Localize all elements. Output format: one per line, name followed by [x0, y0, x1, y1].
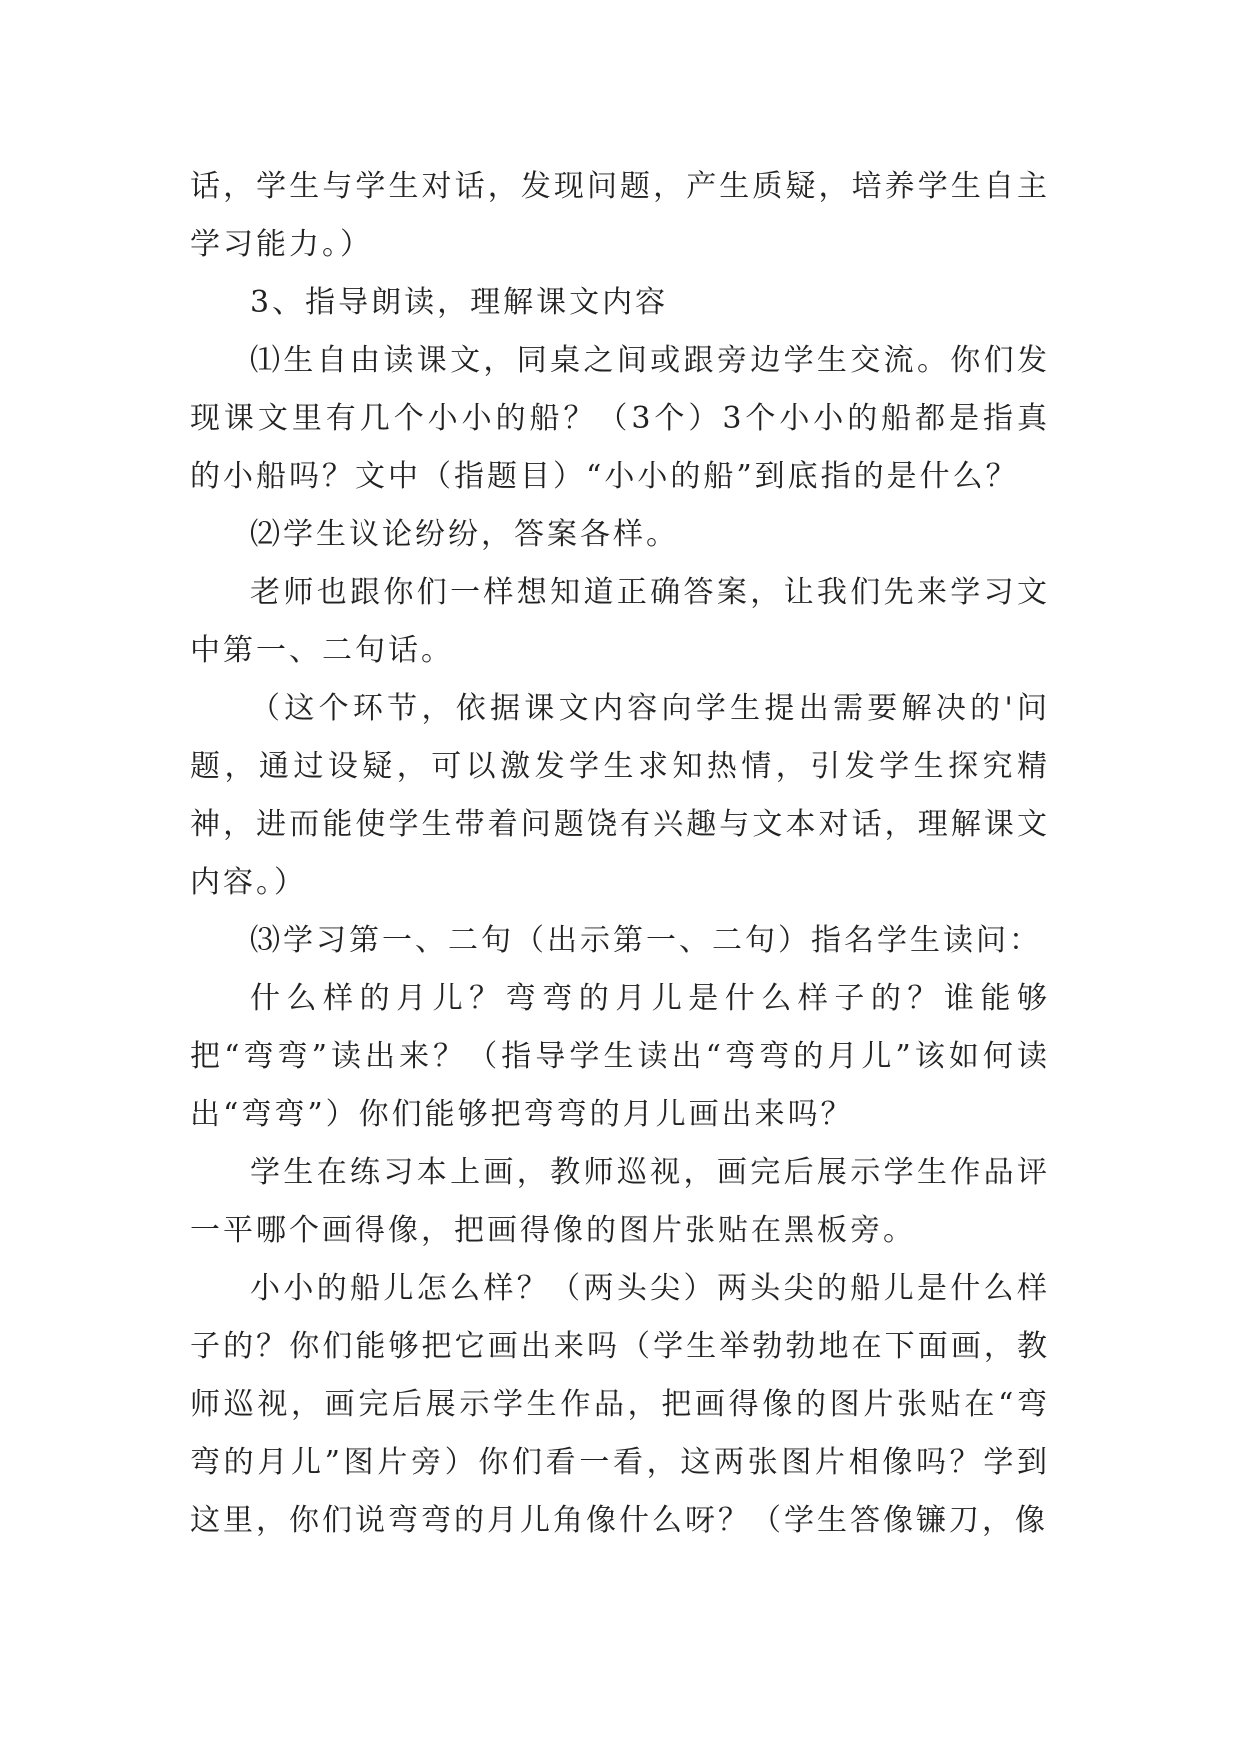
paragraph-9: 学生在练习本上画，教师巡视，画完后展示学生作品评一平哪个画得像，把画得像的图片张贴在黑板旁。: [190, 1155, 1050, 1248]
paragraph-6: （这个环节，依据课文内容向学生提出需要解决的'问题，通过设疑，可以激发学生求知热情，引发学生探究精神，进而能使学生带着问题饶有兴趣与文本对话，理解课文内容。）: [190, 691, 1050, 900]
paragraph-4: ⑵学生议论纷纷，答案各样。: [250, 517, 679, 552]
paragraph-3: ⑴生自由读课文，同桌之间或跟旁边学生交流。你们发现课文里有几个小小的船？（3个）3个小小的船都是指真的小船吗？文中（指题目）“小小的船”到底指的是什么？: [190, 343, 1050, 494]
paragraph-7: ⑶学习第一、二句（出示第一、二句）指名学生读问：: [250, 923, 1042, 958]
paragraph-1: 话，学生与学生对话，发现问题，产生质疑，培养学生自主学习能力。）: [190, 169, 1050, 262]
paragraph-2: 3、指导朗读，理解课文内容: [250, 285, 669, 320]
paragraph-8: 什么样的月儿？弯弯的月儿是什么样子的？谁能够把“弯弯”读出来？（指导学生读出“弯弯的月儿”该如何读出“弯弯”）你们能够把弯弯的月儿画出来吗？: [190, 981, 1050, 1132]
paragraph-10: 小小的船儿怎么样？（两头尖）两头尖的船儿是什么样子的？你们能够把它画出来吗（学生举勃勃地在下面画，教师巡视，画完后展示学生作品，把画得像的图片张贴在“弯弯的月儿”图片旁）你们看一看，这两张图片相像吗？学到这里，你们说弯弯的月儿角像什么呀？（学生答像镰刀，像: [190, 1271, 1050, 1538]
paragraph-5: 老师也跟你们一样想知道正确答案，让我们先来学习文中第一、二句话。: [190, 575, 1050, 668]
document-body: [190, 158, 1050, 1550]
